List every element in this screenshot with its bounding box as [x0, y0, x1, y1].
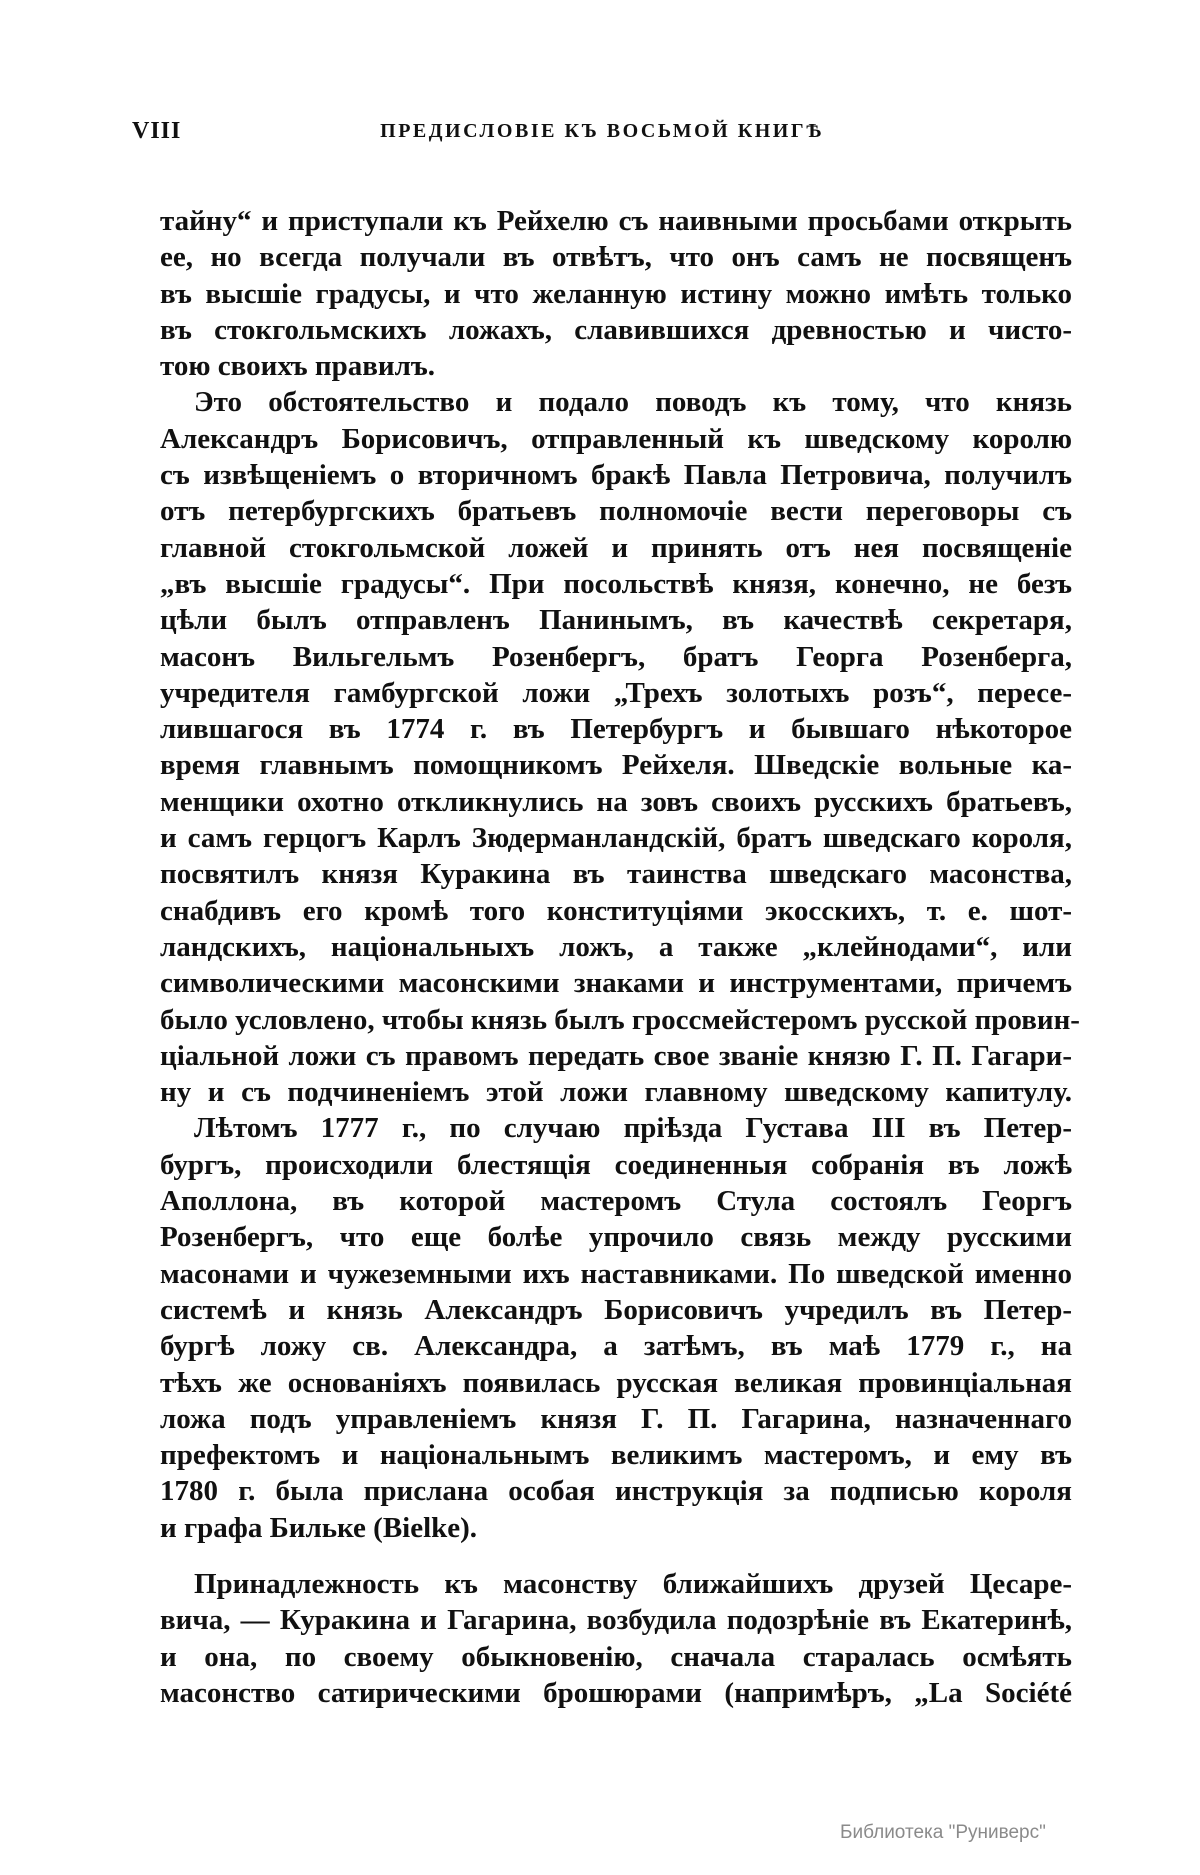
page-number: VIII — [132, 118, 182, 144]
text-line: Александръ Борисовичъ, отправленный къ шведскому королю — [160, 422, 1072, 455]
body-text — [160, 203, 1080, 1711]
text-line: тою своихъ правилъ. — [160, 350, 436, 383]
text-line: Аполлона, въ которой мастеромъ Стула состоялъ Георгъ — [160, 1185, 1072, 1218]
text-line: въ стокгольмскихъ ложахъ, славившихся древностью и чисто- — [160, 313, 1072, 346]
text-line: время главнымъ помощникомъ Рейхеля. Шведскіе вольные ка- — [160, 749, 1072, 782]
text-line: бургъ, происходили блестящія соединенныя собранія въ ложѣ — [160, 1148, 1072, 1181]
text-line: символическими масонскими знаками и инструментами, причемъ — [160, 967, 1072, 1000]
text-line: системѣ и князь Александръ Борисовичъ учредилъ въ Петер- — [160, 1293, 1072, 1326]
text-line: главной стокгольмской ложей и принять отъ нея посвященіе — [160, 531, 1072, 564]
text-line: масонами и чужеземными ихъ наставниками. По шведской именно — [160, 1257, 1072, 1290]
paragraph — [160, 1566, 1072, 1711]
paragraph — [160, 384, 1080, 1110]
text-line: вича, — Куракина и Гагарина, возбудила подозрѣніе въ Екатеринѣ, — [160, 1604, 1072, 1637]
text-line: отъ петербургскихъ братьевъ полномочіе вести переговоры съ — [160, 495, 1072, 528]
text-line: снабдивъ его кромѣ того конституціями экосскихъ, т. е. шот- — [160, 894, 1072, 927]
paragraph — [160, 1110, 1072, 1546]
text-line: Принадлежность къ масонству ближайшихъ друзей Цесаре- — [194, 1567, 1072, 1600]
page-header — [132, 118, 1072, 154]
text-line: масонство сатирическими брошюрами (напримѣръ, „La Société — [160, 1676, 1072, 1709]
text-line: учредителя гамбургской ложи „Трехъ золотыхъ розъ“, пересе- — [160, 676, 1072, 709]
text-line: бургѣ ложу св. Александра, а затѣмъ, въ маѣ 1779 г., на — [160, 1330, 1072, 1363]
text-line: ціальной ложи съ правомъ передать свое званіе князю Г. П. Гагари- — [160, 1039, 1072, 1072]
text-line: ее, но всегда получали въ отвѣтъ, что онъ самъ не посвященъ — [160, 241, 1072, 274]
text-line: съ извѣщеніемъ о вторичномъ бракѣ Павла Петровича, получилъ — [160, 459, 1072, 492]
text-line: въ высшіе градусы, и что желанную истину можно имѣть только — [160, 277, 1072, 310]
text-line: и графа Бильке (Bielke). — [160, 1511, 478, 1544]
text-line: Лѣтомъ 1777 г., по случаю пріѣзда Густава III въ Петер- — [194, 1112, 1072, 1145]
text-line: тѣхъ же основаніяхъ появилась русская великая провинціальная — [160, 1366, 1072, 1399]
text-line: ну и съ подчиненіемъ этой ложи главному шведскому капитулу. — [160, 1076, 1072, 1109]
text-line: тайну“ и приступали къ Рейхелю съ наивными просьбами открыть — [160, 205, 1072, 237]
text-line: „въ высшіе градусы“. При посольствѣ князя, конечно, не безъ — [160, 567, 1072, 600]
text-line: масонъ Вильгельмъ Розенбергъ, братъ Георга Розенберга, — [160, 640, 1072, 673]
text-line: лившагося въ 1774 г. въ Петербургъ и бывшаго нѣкоторое — [160, 713, 1072, 746]
text-line: и самъ герцогъ Карлъ Зюдерманландскій, братъ шведскаго короля, — [160, 822, 1072, 855]
paragraph — [160, 203, 1072, 384]
text-line: и она, по своему обыкновенію, сначала старалась осмѣять — [160, 1640, 1072, 1673]
running-title: ПРЕДИСЛОВІЕ КЪ ВОСЬМОЙ КНИГѢ — [380, 120, 824, 142]
text-line: ландскихъ, національныхъ ложъ, а также „клейнодами“, или — [160, 930, 1072, 963]
text-line: Розенбергъ, что еще болѣе упрочило связь между русскими — [160, 1221, 1072, 1254]
text-line: 1780 г. была прислана особая инструкція за подписью короля — [160, 1475, 1072, 1508]
text-line: посвятилъ князя Куракина въ таинства шведскаго масонства, — [160, 858, 1072, 891]
text-line: было условлено, чтобы князь былъ гроссмейстеромъ русской провин- — [160, 1003, 1080, 1036]
text-line: префектомъ и національнымъ великимъ мастеромъ, и ему въ — [160, 1439, 1072, 1472]
text-line: ложа подъ управленіемъ князя Г. П. Гагарина, назначеннаго — [160, 1402, 1072, 1435]
library-watermark: Библиотека "Руниверс" — [840, 1822, 1046, 1843]
text-line: цѣли былъ отправленъ Панинымъ, въ качествѣ секретаря, — [160, 604, 1072, 637]
text-line: Это обстоятельство и подало поводъ къ тому, что князь — [194, 386, 1072, 419]
text-line: менщики охотно откликнулись на зовъ своихъ русскихъ братьевъ, — [160, 785, 1072, 818]
